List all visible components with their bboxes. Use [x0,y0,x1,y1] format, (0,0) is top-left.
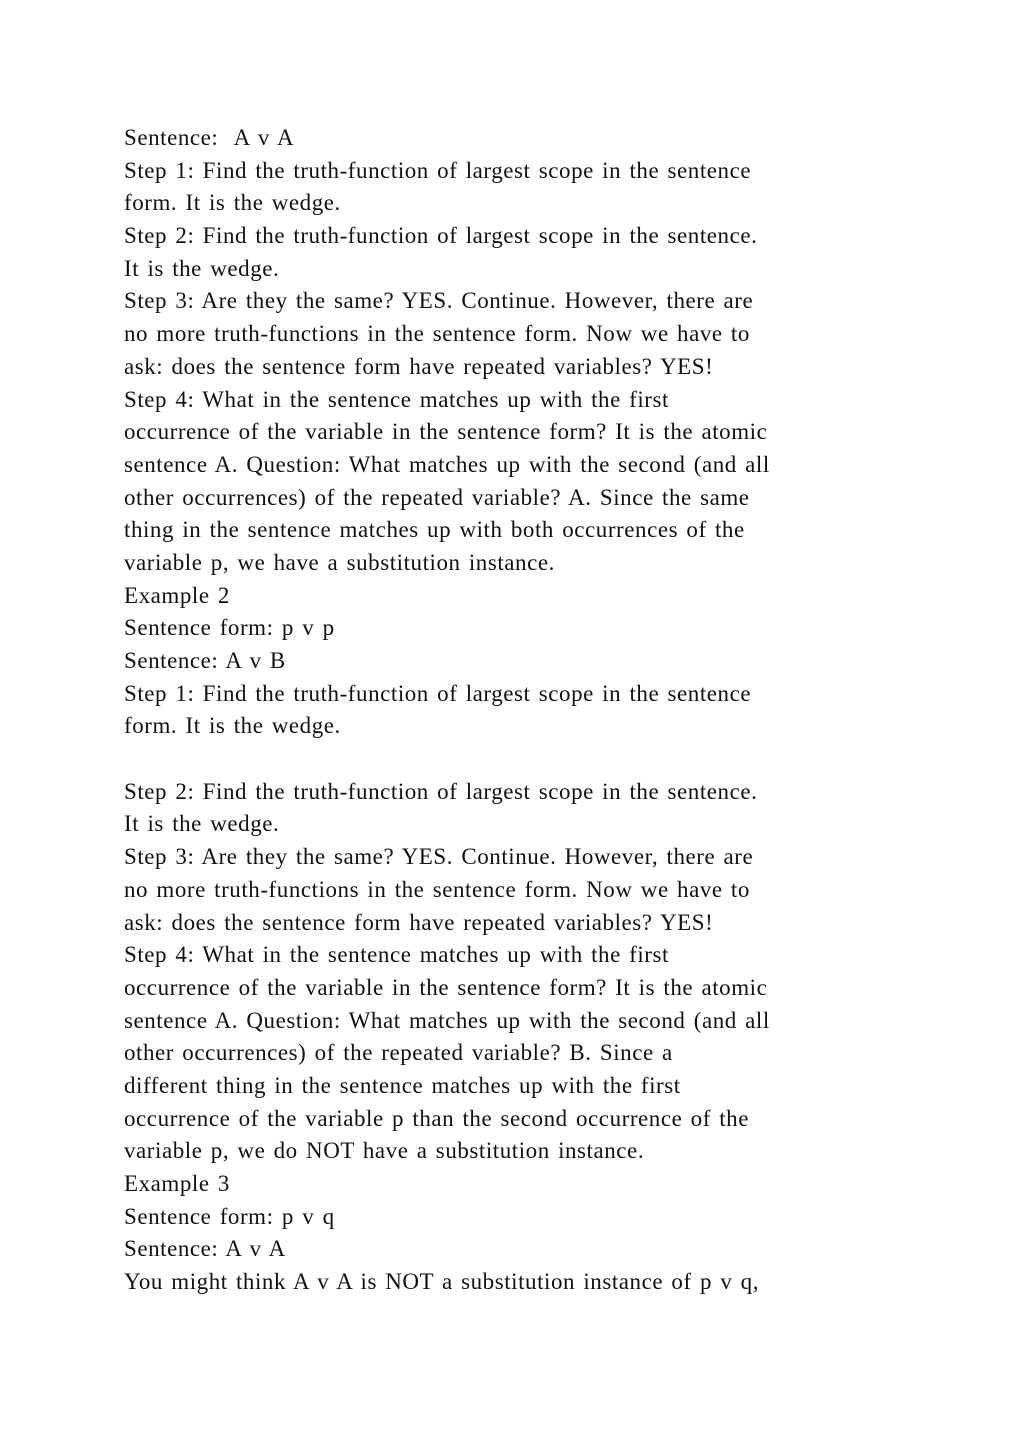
text-line: Sentence: A v A [124,125,295,150]
text-line: Step 3: Are they the same? YES. Continue. However, there are [124,288,754,314]
text-line: Example 3 [124,1171,230,1196]
document-body [124,122,914,1299]
text-line: form. It is the wedge. [124,713,341,739]
text-line: Step 1: Find the truth-function of largest scope in the sentence [124,157,752,183]
text-line: You might think A v A is NOT a substitution instance of p v q, [124,1269,760,1295]
text-line: Step 4: What in the sentence matches up with the first [124,942,669,968]
text-line: occurrence of the variable in the sentence form? It is the atomic [124,419,768,445]
text-line: occurrence of the variable in the sentence form? It is the atomic [124,974,768,1000]
text-line: Step 3: Are they the same? YES. Continue. However, there are [124,844,754,870]
text-line: Step 2: Find the truth-function of largest scope in the sentence. [124,778,758,804]
text-line: no more truth-functions in the sentence form. Now we have to [124,321,750,347]
text-line [124,743,914,776]
text-line: Step 1: Find the truth-function of largest scope in the sentence [124,680,752,706]
text-line: ask: does the sentence form have repeated variables? YES! [124,909,714,935]
text-line: Sentence: A v A [124,1236,286,1262]
text-line: It is the wedge. [124,811,280,837]
text-line: different thing in the sentence matches up with the first [124,1072,681,1098]
text-line: sentence A. Question: What matches up with the second (and all [124,1007,770,1033]
text-line: It is the wedge. [124,255,280,281]
text-line: occurrence of the variable p than the second occurrence of the [124,1105,749,1131]
text-line: other occurrences) of the repeated variable? A. Since the same [124,484,750,510]
text-line: Sentence form: p v q [124,1203,335,1229]
text-line: Sentence: A v B [124,648,286,673]
text-line: Sentence form: p v p [124,615,335,641]
text-line: sentence A. Question: What matches up with the second (and all [124,451,770,477]
text-line: Example 2 [124,582,230,608]
text-line: form. It is the wedge. [124,190,341,216]
text-line: other occurrences) of the repeated variable? B. Since a [124,1040,673,1066]
text-line: Step 4: What in the sentence matches up with the first [124,386,669,412]
text-line: thing in the sentence matches up with both occurrences of the [124,517,745,543]
text-line: variable p, we have a substitution instance. [124,549,555,575]
text-line: Step 2: Find the truth-function of largest scope in the sentence. [124,223,758,249]
text-line: ask: does the sentence form have repeated variables? YES! [124,353,714,379]
text-line: no more truth-functions in the sentence form. Now we have to [124,876,750,902]
text-line: variable p, we do NOT have a substitution instance. [124,1138,645,1164]
